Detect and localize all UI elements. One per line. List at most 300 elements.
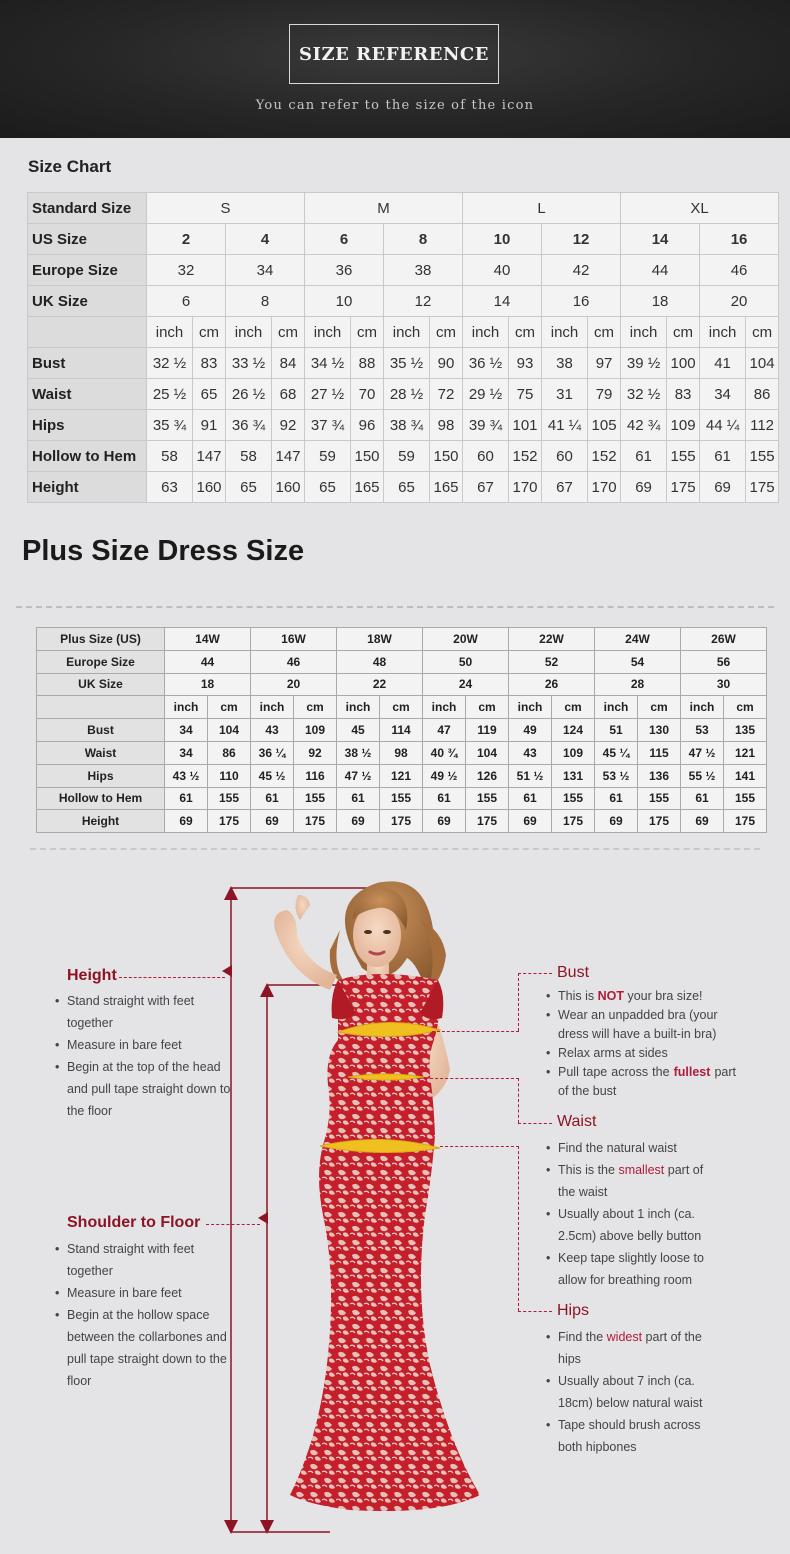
table-cell: 147: [193, 441, 226, 472]
table-cell: 32 ½: [621, 379, 667, 410]
table-cell: 59: [384, 441, 430, 472]
list-item: • Usually about 7 inch (ca. 18cm) below natural waist: [546, 1370, 716, 1414]
unit-cell: cm: [552, 696, 595, 719]
standard-size-row: [28, 193, 779, 224]
table-cell: 75: [509, 379, 542, 410]
measurement-guide: [0, 860, 790, 1554]
table-cell: 86: [208, 741, 251, 764]
row-header: Europe Size: [28, 255, 147, 286]
row-header: Bust: [37, 719, 165, 742]
table-cell: 65: [193, 379, 226, 410]
unit-cell: inch: [595, 696, 638, 719]
list-item: [546, 1159, 716, 1203]
row-header: Hollow to Hem: [28, 441, 147, 472]
table-cell: 29 ½: [463, 379, 509, 410]
unit-cell: cm: [667, 317, 700, 348]
row-header: Bust: [28, 348, 147, 379]
text: This is the: [558, 1163, 619, 1177]
highlight-text: smallest: [618, 1163, 665, 1177]
bust-connector: [518, 973, 519, 1031]
text: part of the bust: [558, 1065, 736, 1098]
plus-uk-size-row: [37, 673, 767, 696]
row-header: Height: [28, 472, 147, 503]
row-header: Hollow to Hem: [37, 787, 165, 810]
table-cell: 69: [509, 810, 552, 833]
text: part of the hips: [558, 1330, 702, 1366]
table-cell: 43 ½: [165, 764, 208, 787]
table-cell: 160: [272, 472, 305, 503]
table-cell: 121: [724, 741, 767, 764]
unit-cell: cm: [724, 696, 767, 719]
table-cell: 32 ½: [147, 348, 193, 379]
unit-row: [28, 317, 779, 348]
waist-heading: Waist: [557, 1113, 597, 1130]
table-cell: 44: [621, 255, 700, 286]
table-cell: 175: [638, 810, 681, 833]
table-cell: 155: [380, 787, 423, 810]
hips-connector: [518, 1311, 552, 1312]
table-cell: 46: [251, 650, 337, 673]
table-cell: 44 ¼: [700, 410, 746, 441]
table-cell: 61: [251, 787, 294, 810]
table-cell: 18: [165, 673, 251, 696]
text: Find the: [558, 1330, 607, 1344]
unit-cell: cm: [466, 696, 509, 719]
table-cell: 141: [724, 764, 767, 787]
unit-cell: cm: [380, 696, 423, 719]
unit-cell: inch: [509, 696, 552, 719]
table-cell: 69: [337, 810, 380, 833]
table-cell: 69: [595, 810, 638, 833]
table-cell: 45 ½: [251, 764, 294, 787]
table-cell: 28 ½: [384, 379, 430, 410]
table-cell: 41 ¼: [542, 410, 588, 441]
table-cell: 119: [466, 719, 509, 742]
table-cell: 126: [466, 764, 509, 787]
size-group: S: [147, 193, 305, 224]
table-cell: 175: [466, 810, 509, 833]
table-cell: 24W: [595, 628, 681, 651]
table-cell: 6: [305, 224, 384, 255]
table-cell: 65: [384, 472, 430, 503]
table-cell: 46: [700, 255, 779, 286]
bust-pointer: [432, 1031, 519, 1032]
table-cell: 20: [251, 673, 337, 696]
list-item: • Begin at the top of the head and pull tape straight down to the floor: [55, 1056, 235, 1122]
size-reference-banner: [0, 0, 790, 138]
shoulder-instructions: [55, 1238, 235, 1392]
table-cell: 92: [272, 410, 305, 441]
list-item: • Relax arms at sides: [546, 1044, 736, 1063]
table-cell: 55 ½: [681, 764, 724, 787]
table-cell: 43: [509, 741, 552, 764]
list-item: • Stand straight with feet together: [55, 990, 235, 1034]
unit-cell: cm: [746, 317, 779, 348]
table-row: [28, 348, 779, 379]
table-cell: 104: [746, 348, 779, 379]
table-cell: 98: [430, 410, 463, 441]
table-cell: 105: [588, 410, 621, 441]
table-cell: 45: [337, 719, 380, 742]
table-cell: 25 ½: [147, 379, 193, 410]
table-cell: 69: [251, 810, 294, 833]
table-row: [28, 472, 779, 503]
table-cell: 35 ¾: [147, 410, 193, 441]
table-cell: 150: [430, 441, 463, 472]
table-cell: 114: [380, 719, 423, 742]
table-row: [37, 764, 767, 787]
table-cell: 121: [380, 764, 423, 787]
table-cell: 155: [466, 787, 509, 810]
table-cell: 79: [588, 379, 621, 410]
table-row: [28, 441, 779, 472]
table-cell: 16: [542, 286, 621, 317]
list-item: [546, 1063, 736, 1101]
list-item: • Wear an unpadded bra (your dress will have a built-in bra): [546, 1006, 736, 1044]
table-cell: 36 ¾: [226, 410, 272, 441]
table-cell: 98: [380, 741, 423, 764]
table-cell: 61: [595, 787, 638, 810]
table-cell: 60: [463, 441, 509, 472]
hips-heading: Hips: [557, 1302, 590, 1319]
table-cell: 86: [746, 379, 779, 410]
table-cell: 20: [700, 286, 779, 317]
table-cell: 104: [208, 719, 251, 742]
table-cell: 53 ½: [595, 764, 638, 787]
table-cell: 26: [509, 673, 595, 696]
plus-europe-size-row: [37, 650, 767, 673]
unit-cell: cm: [294, 696, 337, 719]
table-cell: 45 ¼: [595, 741, 638, 764]
highlight-text: widest: [606, 1330, 643, 1344]
text: Pull tape across the: [558, 1065, 674, 1079]
table-cell: 14W: [165, 628, 251, 651]
table-row: [37, 787, 767, 810]
table-cell: 61: [681, 787, 724, 810]
table-cell: 69: [423, 810, 466, 833]
table-cell: 43: [251, 719, 294, 742]
table-cell: 175: [667, 472, 700, 503]
waist-pointer: [425, 1078, 519, 1079]
row-header: Hips: [28, 410, 147, 441]
unit-cell: inch: [226, 317, 272, 348]
table-cell: 10: [463, 224, 542, 255]
table-cell: 22: [337, 673, 423, 696]
waist-connector: [518, 1123, 552, 1124]
list-item: [546, 1326, 716, 1370]
table-cell: 83: [667, 379, 700, 410]
row-header: Waist: [37, 741, 165, 764]
divider: [30, 848, 760, 850]
table-cell: 49: [509, 719, 552, 742]
height-heading: Height: [67, 967, 117, 984]
text: This is: [558, 989, 598, 1003]
table-cell: 69: [621, 472, 667, 503]
table-cell: 155: [552, 787, 595, 810]
europe-size-row: [28, 255, 779, 286]
table-cell: 147: [272, 441, 305, 472]
table-cell: 48: [337, 650, 423, 673]
list-item: • Measure in bare feet: [55, 1282, 235, 1304]
table-cell: 93: [509, 348, 542, 379]
hips-instructions: [546, 1326, 716, 1458]
table-cell: 51: [595, 719, 638, 742]
table-cell: 101: [509, 410, 542, 441]
table-cell: 56: [681, 650, 767, 673]
waist-connector: [518, 1078, 519, 1123]
table-cell: 65: [305, 472, 351, 503]
table-cell: 104: [466, 741, 509, 764]
size-chart-title: Size Chart: [28, 157, 112, 176]
list-item: • Begin at the hollow space between the collarbones and pull tape straight down to the floor: [55, 1304, 235, 1392]
unit-cell: inch: [165, 696, 208, 719]
table-cell: 116: [294, 764, 337, 787]
row-header: Standard Size: [28, 193, 147, 224]
table-cell: 47 ½: [337, 764, 380, 787]
table-cell: 8: [226, 286, 305, 317]
unit-cell: inch: [337, 696, 380, 719]
table-cell: 40: [463, 255, 542, 286]
divider: [16, 606, 774, 608]
size-group: L: [463, 193, 621, 224]
unit-cell: inch: [147, 317, 193, 348]
list-item: • Stand straight with feet together: [55, 1238, 235, 1282]
table-cell: 12: [542, 224, 621, 255]
size-group: XL: [621, 193, 779, 224]
table-cell: 63: [147, 472, 193, 503]
table-cell: 18W: [337, 628, 423, 651]
table-cell: 34: [700, 379, 746, 410]
table-cell: 18: [621, 286, 700, 317]
unit-cell: cm: [208, 696, 251, 719]
text: part of the waist: [558, 1163, 704, 1199]
table-cell: 61: [165, 787, 208, 810]
table-cell: 165: [351, 472, 384, 503]
table-cell: 88: [351, 348, 384, 379]
table-cell: 170: [509, 472, 542, 503]
highlight-text: NOT: [597, 989, 624, 1003]
table-cell: 91: [193, 410, 226, 441]
uk-size-row: [28, 286, 779, 317]
table-cell: 70: [351, 379, 384, 410]
table-cell: 58: [226, 441, 272, 472]
table-cell: 110: [208, 764, 251, 787]
banner-subtitle: You can refer to the size of the icon: [255, 98, 535, 113]
table-cell: 130: [638, 719, 681, 742]
bust-instructions: [546, 987, 736, 1101]
table-cell: 83: [193, 348, 226, 379]
table-cell: 47 ½: [681, 741, 724, 764]
unit-cell: inch: [251, 696, 294, 719]
table-cell: 124: [552, 719, 595, 742]
table-cell: 175: [380, 810, 423, 833]
table-cell: 37 ¾: [305, 410, 351, 441]
table-cell: 109: [667, 410, 700, 441]
table-cell: 61: [621, 441, 667, 472]
table-cell: 61: [509, 787, 552, 810]
list-item: • Measure in bare feet: [55, 1034, 235, 1056]
row-header: Hips: [37, 764, 165, 787]
table-cell: 175: [294, 810, 337, 833]
table-cell: 61: [700, 441, 746, 472]
bust-connector: [518, 973, 552, 974]
unit-cell: cm: [588, 317, 621, 348]
table-cell: 39 ½: [621, 348, 667, 379]
list-item: [546, 987, 736, 1006]
table-row: [37, 719, 767, 742]
table-cell: 8: [384, 224, 463, 255]
table-cell: 14: [621, 224, 700, 255]
table-cell: 36 ¼: [251, 741, 294, 764]
table-cell: 170: [588, 472, 621, 503]
table-cell: 40 ¾: [423, 741, 466, 764]
shoulder-pointer: [206, 1224, 260, 1225]
plus-size-table: [36, 627, 767, 833]
row-header: UK Size: [37, 673, 165, 696]
row-header: Europe Size: [37, 650, 165, 673]
table-row: [28, 410, 779, 441]
table-cell: 109: [294, 719, 337, 742]
table-cell: 69: [165, 810, 208, 833]
table-cell: 38: [542, 348, 588, 379]
table-cell: 135: [724, 719, 767, 742]
table-cell: 16: [700, 224, 779, 255]
table-cell: 35 ½: [384, 348, 430, 379]
table-cell: 160: [193, 472, 226, 503]
unit-cell: cm: [509, 317, 542, 348]
table-cell: 16W: [251, 628, 337, 651]
height-instructions: [55, 990, 235, 1122]
table-cell: 92: [294, 741, 337, 764]
shoulder-to-floor-heading: Shoulder to Floor: [67, 1214, 201, 1231]
us-size-row: [28, 224, 779, 255]
table-cell: 32: [147, 255, 226, 286]
table-cell: 54: [595, 650, 681, 673]
table-cell: 175: [208, 810, 251, 833]
table-cell: 41: [700, 348, 746, 379]
table-cell: 109: [552, 741, 595, 764]
table-cell: 2: [147, 224, 226, 255]
plus-us-size-row: [37, 628, 767, 651]
table-cell: 30: [681, 673, 767, 696]
unit-cell: inch: [542, 317, 588, 348]
table-cell: 47: [423, 719, 466, 742]
table-cell: 28: [595, 673, 681, 696]
unit-cell: cm: [351, 317, 384, 348]
table-cell: 39 ¾: [463, 410, 509, 441]
size-group: M: [305, 193, 463, 224]
row-header: US Size: [28, 224, 147, 255]
table-cell: 59: [305, 441, 351, 472]
table-cell: 150: [351, 441, 384, 472]
table-cell: 38 ½: [337, 741, 380, 764]
table-cell: 69: [681, 810, 724, 833]
row-header: UK Size: [28, 286, 147, 317]
table-cell: 34: [165, 719, 208, 742]
table-cell: 44: [165, 650, 251, 673]
table-cell: 6: [147, 286, 226, 317]
table-cell: 14: [463, 286, 542, 317]
unit-cell: cm: [430, 317, 463, 348]
table-cell: 155: [638, 787, 681, 810]
unit-cell: inch: [305, 317, 351, 348]
waist-instructions: [546, 1137, 716, 1291]
table-cell: 20W: [423, 628, 509, 651]
table-cell: 115: [638, 741, 681, 764]
table-cell: 38 ¾: [384, 410, 430, 441]
table-cell: 26W: [681, 628, 767, 651]
table-cell: 152: [588, 441, 621, 472]
table-cell: 27 ½: [305, 379, 351, 410]
table-cell: 97: [588, 348, 621, 379]
text: your bra size!: [623, 989, 703, 1003]
table-cell: 22W: [509, 628, 595, 651]
table-cell: 72: [430, 379, 463, 410]
table-cell: 49 ½: [423, 764, 466, 787]
table-cell: 4: [226, 224, 305, 255]
list-item: • Usually about 1 inch (ca. 2.5cm) above belly button: [546, 1203, 716, 1247]
hips-pointer: [440, 1146, 519, 1147]
table-cell: 96: [351, 410, 384, 441]
table-cell: 61: [423, 787, 466, 810]
unit-cell: cm: [638, 696, 681, 719]
table-cell: 131: [552, 764, 595, 787]
table-cell: 84: [272, 348, 305, 379]
table-cell: 65: [226, 472, 272, 503]
row-header: [37, 696, 165, 719]
table-cell: 31: [542, 379, 588, 410]
table-cell: 69: [700, 472, 746, 503]
table-cell: 52: [509, 650, 595, 673]
table-cell: 58: [147, 441, 193, 472]
plus-unit-row: [37, 696, 767, 719]
unit-cell: inch: [463, 317, 509, 348]
table-cell: 51 ½: [509, 764, 552, 787]
table-row: [37, 810, 767, 833]
row-header: Waist: [28, 379, 147, 410]
banner-title: SIZE REFERENCE: [289, 24, 499, 84]
table-cell: 112: [746, 410, 779, 441]
table-cell: 155: [724, 787, 767, 810]
list-item: • Find the natural waist: [546, 1137, 716, 1159]
table-cell: 42 ¾: [621, 410, 667, 441]
table-cell: 175: [724, 810, 767, 833]
table-cell: 34: [226, 255, 305, 286]
table-cell: 38: [384, 255, 463, 286]
table-cell: 33 ½: [226, 348, 272, 379]
table-cell: 34 ½: [305, 348, 351, 379]
row-header: Height: [37, 810, 165, 833]
table-cell: 136: [638, 764, 681, 787]
table-cell: 90: [430, 348, 463, 379]
table-cell: 50: [423, 650, 509, 673]
table-cell: 175: [746, 472, 779, 503]
highlight-text: fullest: [673, 1065, 711, 1079]
table-cell: 61: [337, 787, 380, 810]
table-cell: 67: [542, 472, 588, 503]
table-cell: 165: [430, 472, 463, 503]
unit-cell: inch: [423, 696, 466, 719]
table-cell: 175: [552, 810, 595, 833]
unit-cell: inch: [621, 317, 667, 348]
table-cell: 152: [509, 441, 542, 472]
table-cell: 60: [542, 441, 588, 472]
list-item: • Keep tape slightly loose to allow for breathing room: [546, 1247, 716, 1291]
table-cell: 34: [165, 741, 208, 764]
table-cell: 155: [667, 441, 700, 472]
table-row: [37, 741, 767, 764]
size-chart-table: [27, 192, 779, 503]
